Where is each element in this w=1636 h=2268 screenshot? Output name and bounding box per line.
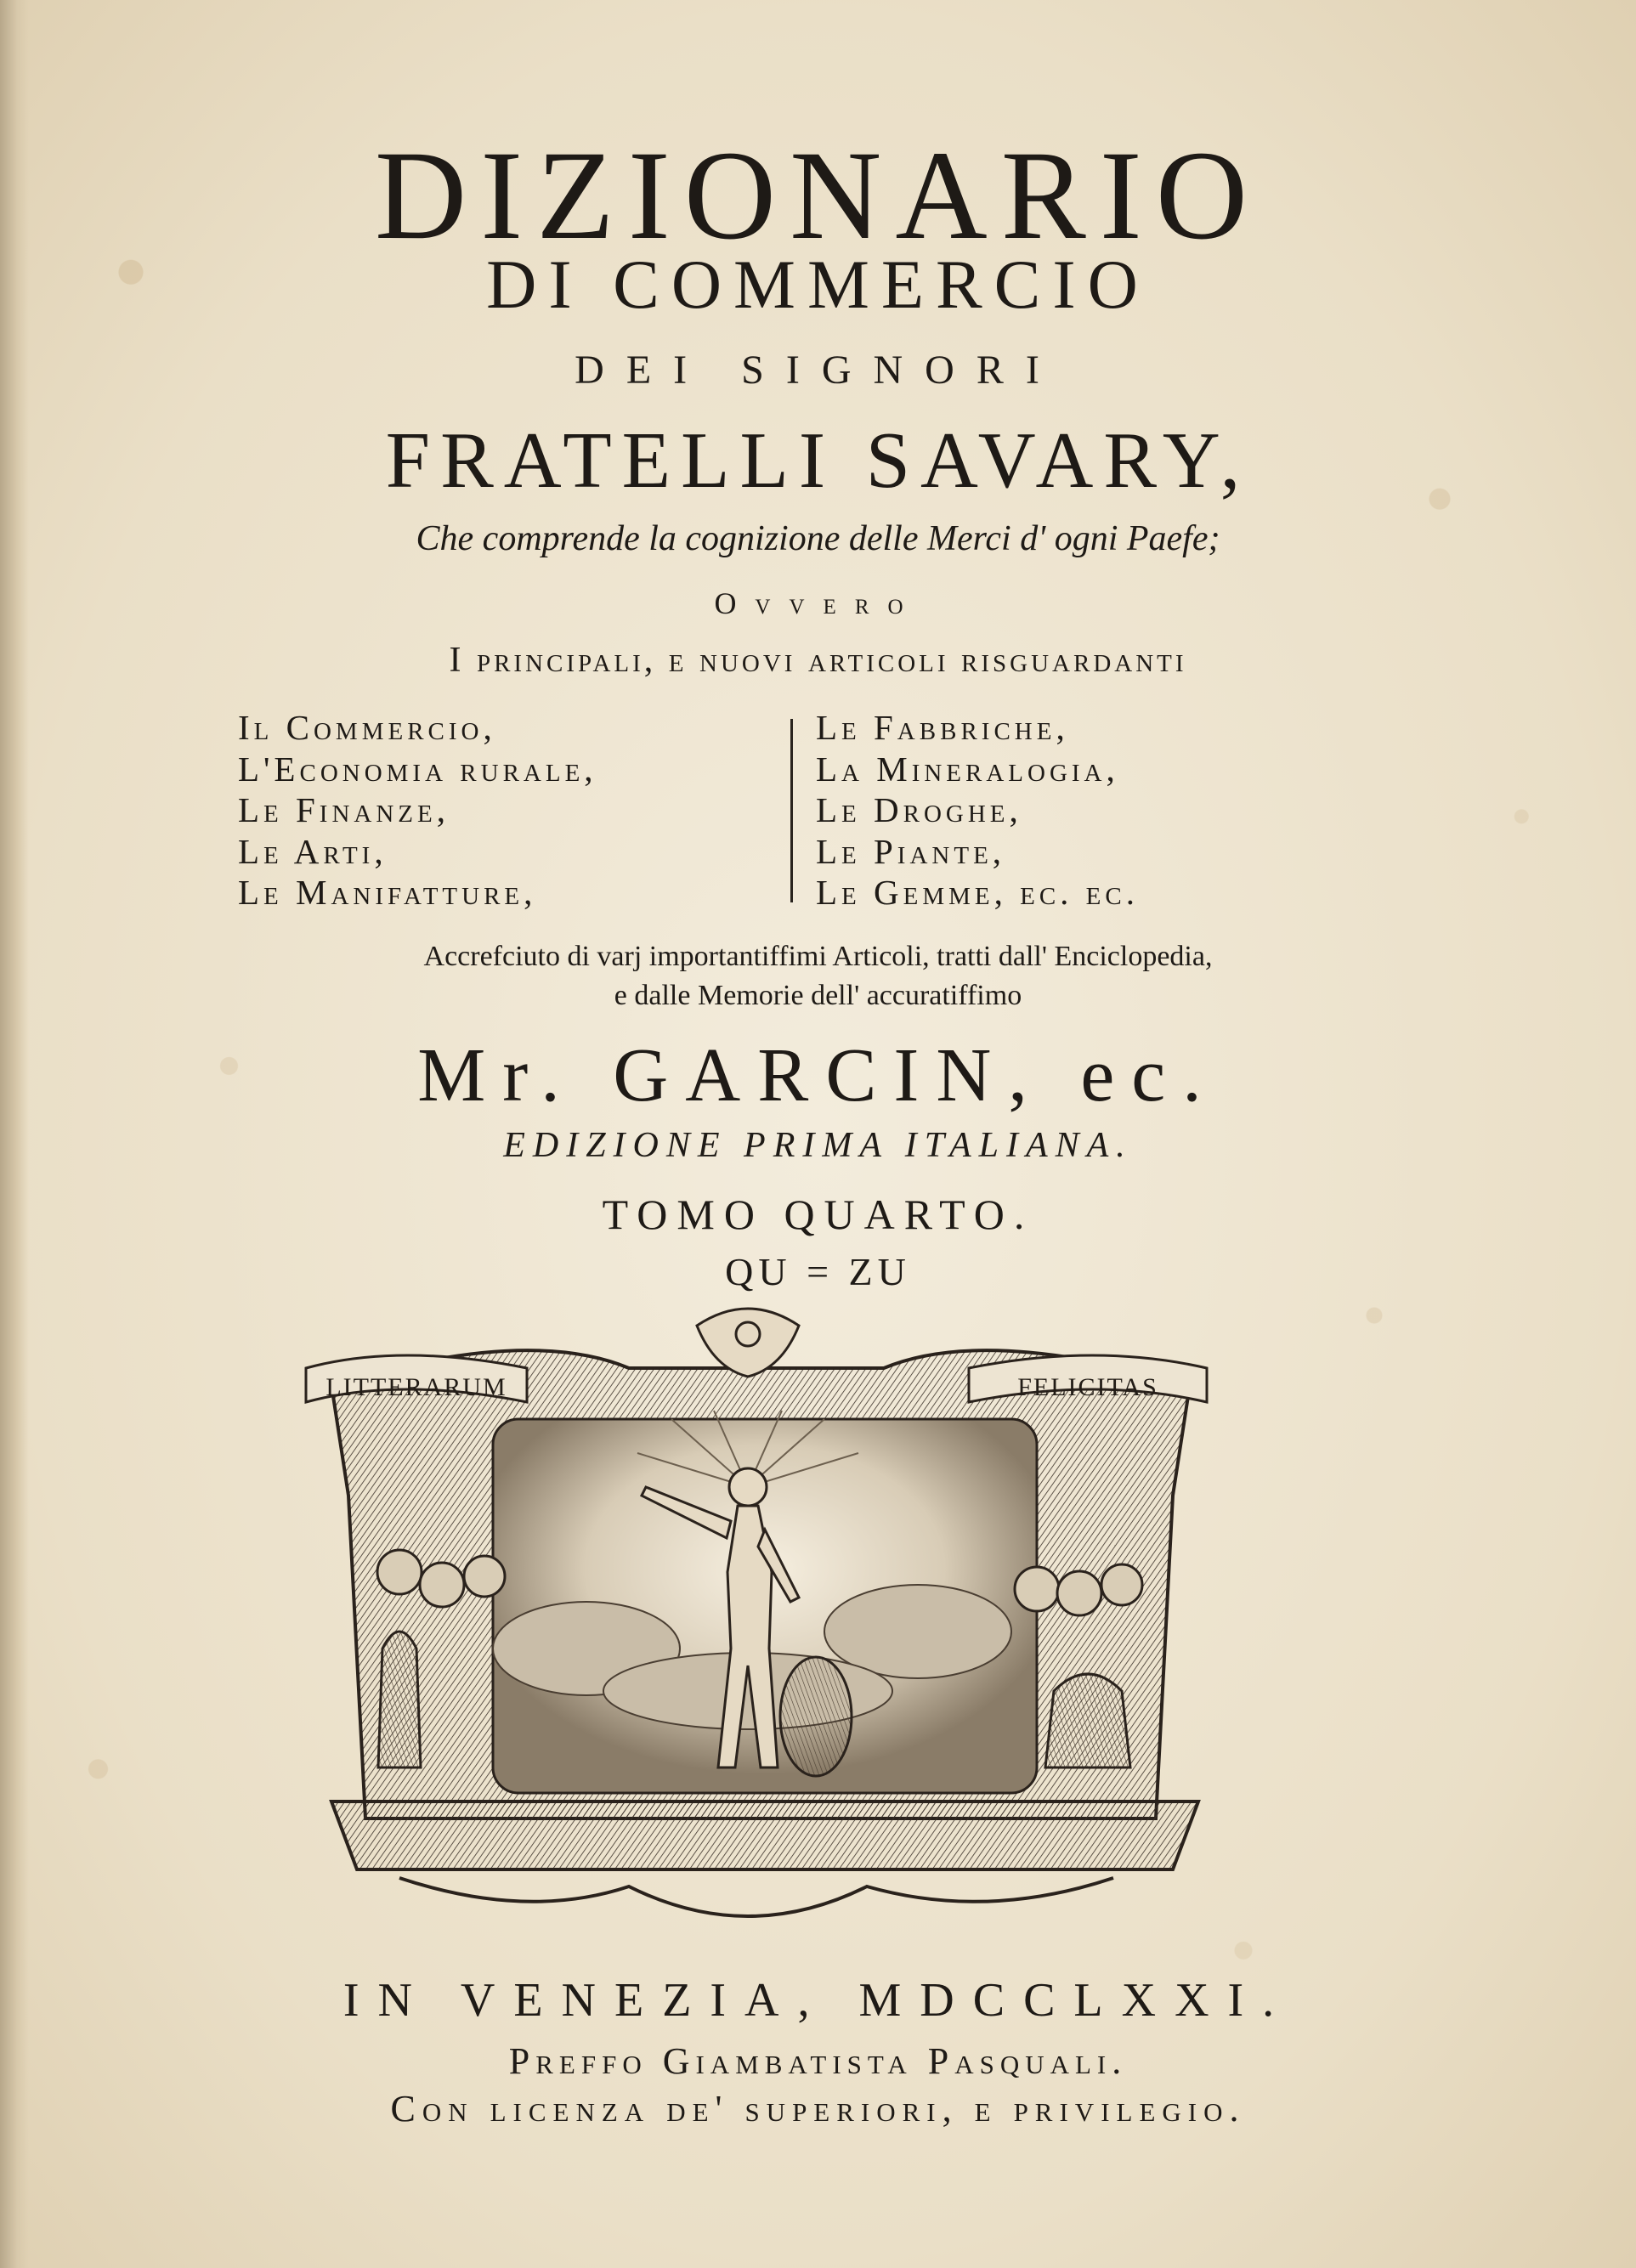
- subject-item: Le Gemme, ec. ec.: [816, 873, 1139, 912]
- edition-line: EDIZIONE PRIMA ITALIANA.: [503, 1126, 1133, 1165]
- subject-item: La Mineralogia,: [816, 749, 1119, 789]
- augmented-line-1: Accrefciuto di varj importantiffimi Articoli, tratti dall' Enciclopedia,: [423, 941, 1213, 972]
- editor-name: Mr. GARCIN, ec.: [417, 1033, 1219, 1117]
- augmented-line-2: e dalle Memorie dell' accuratiffimo: [614, 980, 1022, 1011]
- authors-line: FRATELLI SAVARY,: [385, 416, 1251, 505]
- subject-item: Le Droghe,: [816, 790, 1022, 829]
- letter-range: QU = ZU: [725, 1250, 911, 1293]
- ovvero-line: Ovvero: [714, 586, 922, 620]
- subject-item: Le Arti,: [238, 831, 388, 871]
- description-line: Che comprende la cognizione delle Merci d' ogni Paefe;: [416, 519, 1220, 558]
- subject-item: L'Economia rurale,: [238, 749, 597, 789]
- imprint-printer: Preffo Giambatista Pasquali.: [508, 2040, 1128, 2082]
- subjects-list: [238, 707, 1343, 919]
- banner-right-text: FELICITAS: [1017, 1373, 1158, 1401]
- engraved-vignette: [272, 1292, 1241, 1954]
- book-title: DIZIONARIO: [374, 125, 1262, 266]
- column-divider: [790, 719, 793, 902]
- subject-item: Le Finanze,: [238, 790, 450, 829]
- book-subtitle: DI COMMERCIO: [486, 246, 1150, 323]
- imprint-place-date: IN VENEZIA, MDCCLXXI.: [342, 1974, 1294, 2027]
- subjects-right-column: [816, 707, 1360, 913]
- imprint-license: Con licenza de' superiori, e privilegio.: [390, 2088, 1246, 2129]
- principal-articles-line: I principali, e nuovi articoli risguardanti: [449, 641, 1187, 680]
- of-the-line: DEI SIGNORI: [575, 348, 1061, 393]
- base: [331, 1801, 1198, 1916]
- subject-item: Le Piante,: [816, 831, 1006, 871]
- banner-left-text: LITTERARUM: [326, 1373, 507, 1401]
- volume-line: TOMO QUARTO.: [602, 1191, 1034, 1238]
- subject-item: Le Fabbriche,: [816, 708, 1069, 747]
- subject-item: Le Manifatture,: [238, 873, 537, 912]
- subject-item: Il Commercio,: [238, 708, 496, 747]
- subjects-left-column: [238, 707, 765, 913]
